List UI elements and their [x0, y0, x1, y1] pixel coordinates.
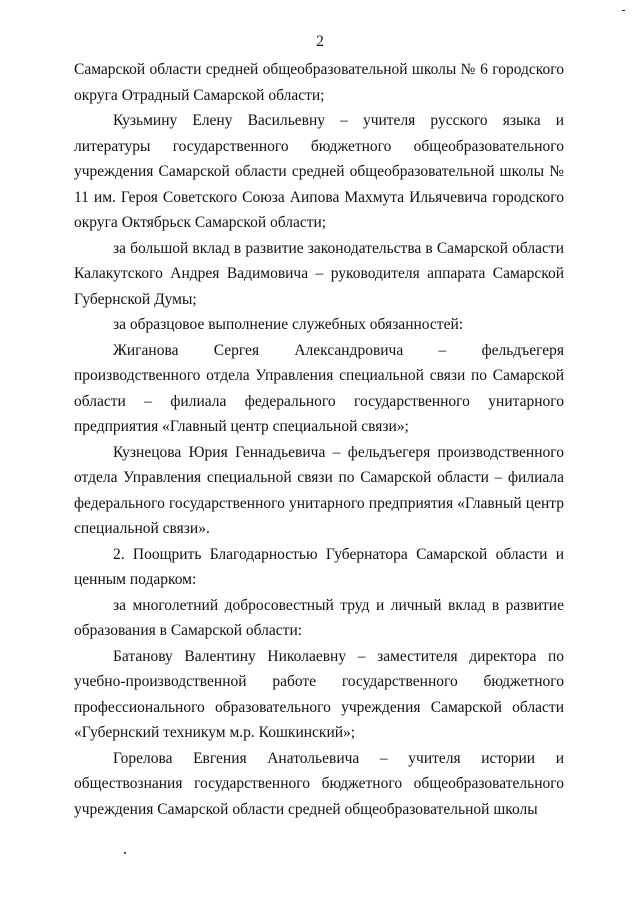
paragraph: за образцовое выполнение служебных обязанностей: [113, 316, 464, 333]
paragraph: Кузьмину Елену Васильевну – учителя русского языка и литературы государственного бюджетного общеобразовательного учреждения Самарской области средней общеобразовательной школы № 11 им. Героя Советского Союза Аипова Махмута Ильячевича городского округа Октябрьск Самарской области; [74, 112, 564, 231]
paragraph: за многолетний добросовестный труд и личный вклад в развитие образования в Самарской области: [74, 596, 564, 639]
paragraph: Кузнецова Юрия Геннадьевича – фельдъегеря производственного отдела Управления специальной связи по Самарской области – филиала федерального государственного унитарного предприятия «Главный центр специальной связи». [74, 443, 564, 537]
paragraph: за большой вклад в развитие законодательства в Самарской области Калакутского Андрея Вадимовича – руководителя аппарата Самарской Губернской Думы; [74, 239, 564, 308]
scan-mark [622, 10, 625, 11]
page-number: 2 [316, 33, 324, 50]
paragraph: Жиганова Сергея Александровича – фельдъегеря производственного отдела Управления специальной связи по Самарской области – филиала федерального государственного унитарного предприятия «Главный центр специальной связи»; [74, 341, 564, 435]
paragraph: Горелова Евгения Анатольевича – учителя истории и обществознания государственного бюджетного общеобразовательного учреждения Самарской области средней общеобразовательной школы [74, 749, 564, 818]
paragraph: 2. Поощрить Благодарностью Губернатора Самарской области и ценным подарком: [74, 545, 564, 588]
document-body [74, 57, 564, 822]
paragraph: Самарской области средней общеобразовательной школы № 6 городского округа Отрадный Самарской области; [74, 61, 564, 104]
paragraph: Батанову Валентину Николаевну – заместителя директора по учебно-производственной работе государственного бюджетного профессионального образовательного учреждения Самарской области «Губернский техникум м.р. Кошкинский»; [74, 647, 564, 741]
scan-mark [124, 852, 126, 854]
